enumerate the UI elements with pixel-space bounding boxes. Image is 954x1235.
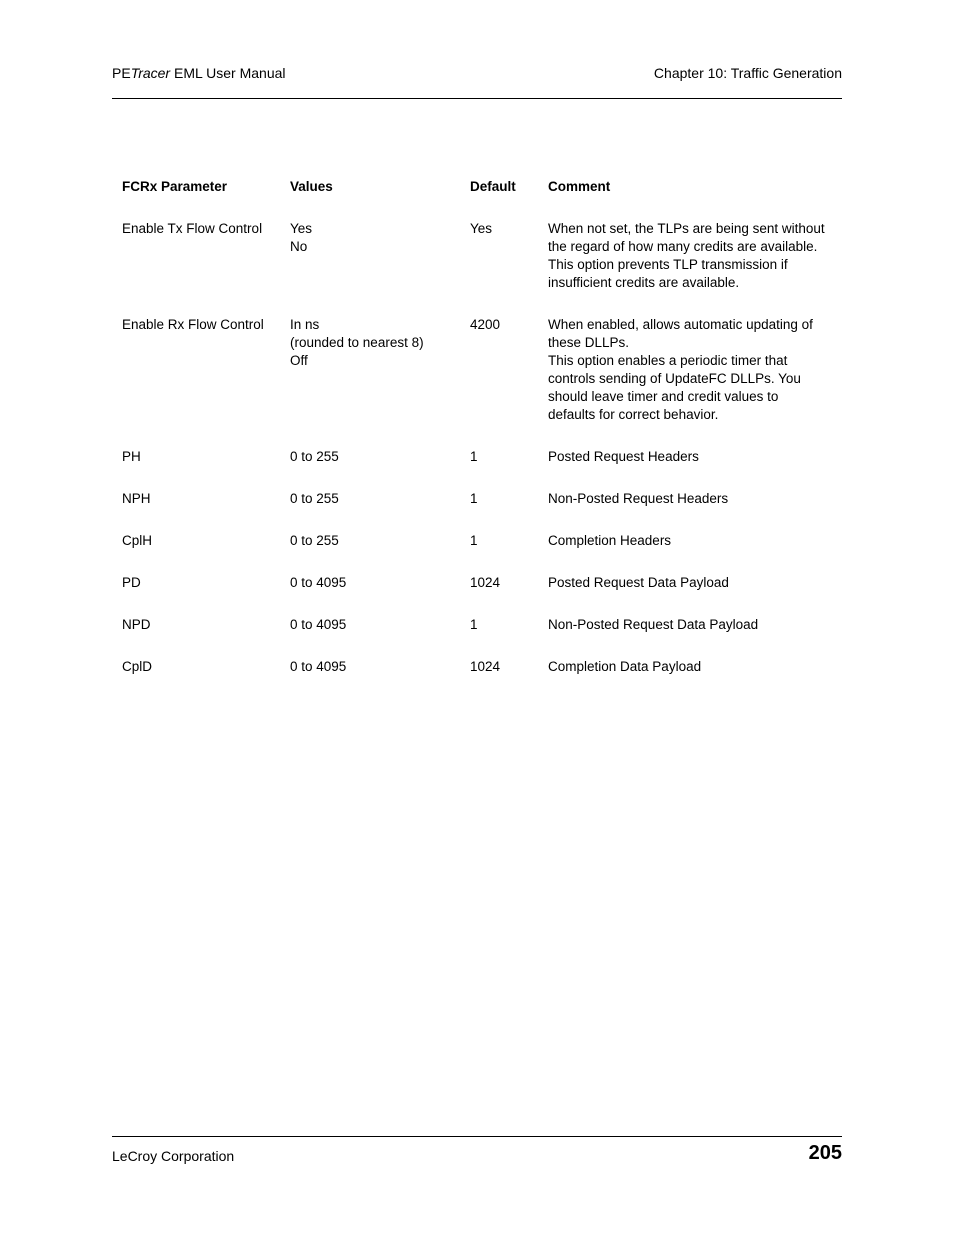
table-row xyxy=(122,574,838,592)
page-number: 205 xyxy=(808,1142,842,1164)
parameter-cell: PH xyxy=(122,449,141,464)
comment-cell xyxy=(548,532,838,550)
fcrx-parameter-table xyxy=(122,178,838,700)
value-line: 0 to 4095 xyxy=(290,617,347,632)
company-name: LeCroy Corporation xyxy=(112,1148,235,1164)
column-header-values: Values xyxy=(290,179,333,194)
default-cell: 1 xyxy=(470,491,478,506)
values-cell xyxy=(290,574,470,592)
comment-line: controls sending of UpdateFC DLLPs. You xyxy=(548,371,801,386)
values-cell xyxy=(290,532,470,550)
comment-line: When enabled, allows automatic updating of xyxy=(548,317,813,332)
footer-divider xyxy=(112,1136,842,1137)
value-line: 0 to 4095 xyxy=(290,659,347,674)
table-row xyxy=(122,616,838,634)
comment-line: Posted Request Data Payload xyxy=(548,575,729,590)
table-row xyxy=(122,658,838,676)
comment-cell xyxy=(548,616,838,634)
value-line: 0 to 4095 xyxy=(290,575,347,590)
default-cell: 1 xyxy=(470,617,478,632)
default-cell: 4200 xyxy=(470,317,501,332)
value-line: (rounded to nearest 8) xyxy=(290,335,424,350)
column-header-parameter: FCRx Parameter xyxy=(122,179,228,194)
value-line: 0 to 255 xyxy=(290,491,339,506)
table-row xyxy=(122,448,838,466)
parameter-cell: PD xyxy=(122,575,141,590)
comment-line: defaults for correct behavior. xyxy=(548,407,719,422)
column-header-comment: Comment xyxy=(548,179,611,194)
table-header-row xyxy=(122,178,838,196)
default-cell: Yes xyxy=(470,221,493,236)
values-cell xyxy=(290,658,470,676)
values-cell xyxy=(290,616,470,634)
comment-line: the regard of how many credits are available. xyxy=(548,239,818,254)
comment-line: When not set, the TLPs are being sent without xyxy=(548,221,825,236)
comment-line: Non-Posted Request Headers xyxy=(548,491,729,506)
value-line: Yes xyxy=(290,221,313,236)
page-header xyxy=(112,64,842,84)
default-cell: 1024 xyxy=(470,575,501,590)
default-cell: 1 xyxy=(470,533,478,548)
default-cell: 1024 xyxy=(470,659,501,674)
comment-cell xyxy=(548,490,838,508)
parameter-cell: CplD xyxy=(122,659,153,674)
value-line: In ns xyxy=(290,317,320,332)
comment-line: insufficient credits are available. xyxy=(548,275,740,290)
comment-line: Non-Posted Request Data Payload xyxy=(548,617,759,632)
value-line: Off xyxy=(290,353,308,368)
comment-line: should leave timer and credit values to xyxy=(548,389,779,404)
value-line: 0 to 255 xyxy=(290,449,339,464)
values-cell xyxy=(290,448,470,466)
comment-line: these DLLPs. xyxy=(548,335,630,350)
parameter-cell: CplH xyxy=(122,533,153,548)
value-line: 0 to 255 xyxy=(290,533,339,548)
parameter-cell: Enable Tx Flow Control xyxy=(122,221,263,236)
chapter-title: Chapter 10: Traffic Generation xyxy=(653,65,842,81)
value-line: No xyxy=(290,239,308,254)
table-row xyxy=(122,532,838,550)
values-cell xyxy=(290,490,470,508)
comment-cell xyxy=(548,574,838,592)
comment-line: Posted Request Headers xyxy=(548,449,699,464)
parameter-cell: Enable Rx Flow Control xyxy=(122,317,264,332)
comment-line: Completion Data Payload xyxy=(548,659,702,674)
comment-line: This option prevents TLP transmission if xyxy=(548,257,788,272)
values-cell xyxy=(290,220,470,292)
parameter-cell: NPH xyxy=(122,491,151,506)
table-row xyxy=(122,220,838,292)
column-header-default: Default xyxy=(470,179,516,194)
manual-title: PETracer EML User Manual xyxy=(112,65,286,81)
table-body xyxy=(122,220,838,676)
comment-cell xyxy=(548,448,838,466)
comment-line: Completion Headers xyxy=(548,533,672,548)
parameter-cell: NPD xyxy=(122,617,151,632)
comment-cell xyxy=(548,316,838,424)
table-row xyxy=(122,316,838,424)
default-cell: 1 xyxy=(470,449,478,464)
values-cell xyxy=(290,316,470,424)
header-divider xyxy=(112,98,842,99)
comment-cell xyxy=(548,658,838,676)
comment-line: This option enables a periodic timer that xyxy=(548,353,788,368)
table-row xyxy=(122,490,838,508)
comment-cell xyxy=(548,220,838,292)
